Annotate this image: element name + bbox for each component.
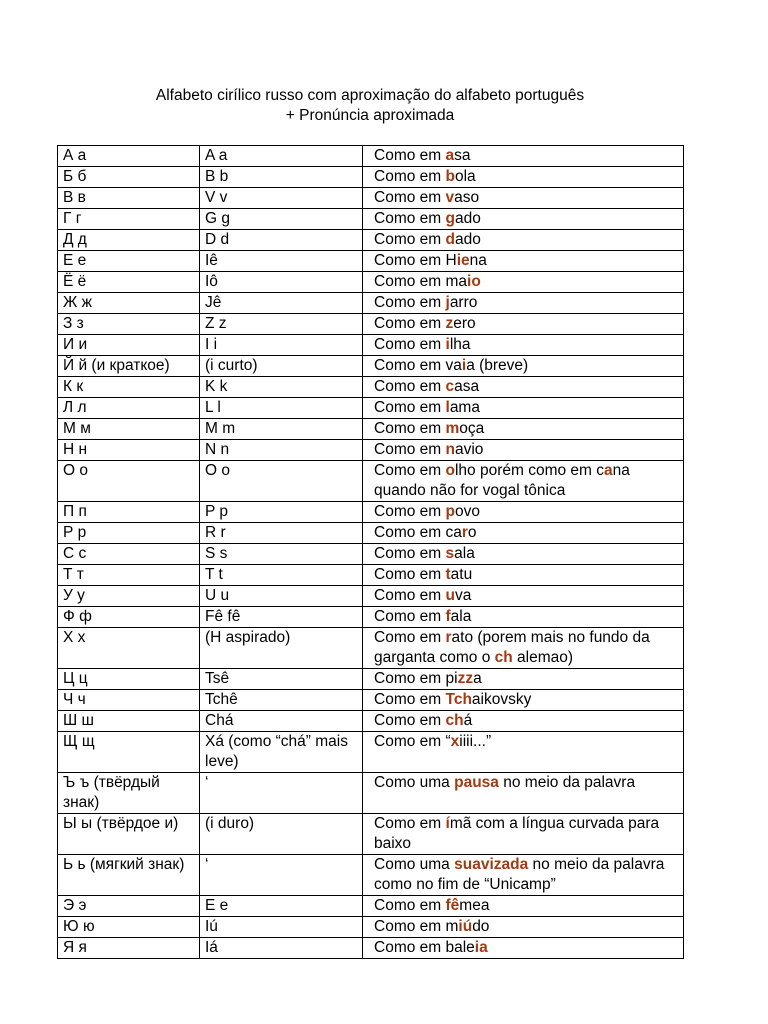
latin-transliteration-cell: Iê — [200, 251, 363, 272]
cyrillic-letter-cell: Ш ш — [58, 711, 200, 732]
pronunciation-text: va — [454, 587, 472, 604]
latin-transliteration-cell: M m — [200, 419, 363, 440]
table-row — [58, 711, 684, 732]
pronunciation-text: Como em — [374, 189, 446, 206]
pronunciation-cell — [363, 814, 684, 855]
highlighted-sound: s — [445, 545, 455, 562]
cyrillic-letter-cell: Т т — [58, 565, 200, 586]
pronunciation-text: Como uma — [374, 856, 455, 873]
highlighted-sound: i — [445, 336, 450, 353]
pronunciation-cell — [363, 628, 684, 669]
pronunciation-text: Como uma — [374, 774, 455, 791]
latin-transliteration-cell: I i — [200, 335, 363, 356]
highlighted-sound: o — [445, 462, 455, 479]
pronunciation-text: Como em — [374, 441, 446, 458]
latin-transliteration-cell: Iô — [200, 272, 363, 293]
highlighted-sound: z — [445, 315, 454, 332]
pronunciation-cell — [363, 502, 684, 523]
cyrillic-letter-cell: И и — [58, 335, 200, 356]
latin-transliteration-cell: D d — [200, 230, 363, 251]
pronunciation-text: Como em — [374, 315, 446, 332]
pronunciation-text: Como em ma — [374, 273, 468, 290]
highlighted-sound: a — [604, 462, 613, 479]
table-row — [58, 855, 684, 896]
pronunciation-cell — [363, 773, 684, 814]
pronunciation-cell — [363, 669, 684, 690]
latin-transliteration-cell: Chá — [200, 711, 363, 732]
pronunciation-text: Como em ca — [374, 524, 462, 541]
pronunciation-text: ero — [453, 315, 476, 332]
cyrillic-letter-cell: Б б — [58, 167, 200, 188]
pronunciation-text: mã com a língua curvada para baixo — [374, 815, 660, 852]
pronunciation-text: Como em — [374, 566, 446, 583]
latin-transliteration-cell: T t — [200, 565, 363, 586]
latin-transliteration-cell: P p — [200, 502, 363, 523]
pronunciation-cell — [363, 167, 684, 188]
table-row — [58, 419, 684, 440]
latin-transliteration-cell: (i duro) — [200, 814, 363, 855]
latin-transliteration-cell: E e — [200, 896, 363, 917]
pronunciation-text: Como em pi — [374, 670, 458, 687]
highlighted-sound: l — [445, 399, 450, 416]
cyrillic-letter-cell: Р р — [58, 523, 200, 544]
pronunciation-text: Como em m — [374, 918, 459, 935]
pronunciation-text: Como em — [374, 815, 446, 832]
table-row — [58, 917, 684, 938]
latin-transliteration-cell: G g — [200, 209, 363, 230]
pronunciation-cell — [363, 335, 684, 356]
highlighted-sound: p — [445, 503, 455, 520]
highlighted-sound: b — [445, 168, 455, 185]
alphabet-table — [57, 145, 684, 959]
latin-transliteration-cell: ‘ — [200, 855, 363, 896]
highlighted-sound: x — [450, 733, 460, 750]
pronunciation-text: Como em — [374, 294, 446, 311]
cyrillic-letter-cell: Я я — [58, 938, 200, 959]
latin-transliteration-cell: U u — [200, 586, 363, 607]
latin-transliteration-cell: (i curto) — [200, 356, 363, 377]
highlighted-sound: v — [445, 189, 455, 206]
pronunciation-cell — [363, 272, 684, 293]
highlighted-sound: suavizada — [454, 856, 529, 873]
pronunciation-text: Como em — [374, 231, 446, 248]
cyrillic-letter-cell: Ё ё — [58, 272, 200, 293]
cyrillic-letter-cell: З з — [58, 314, 200, 335]
pronunciation-cell — [363, 440, 684, 461]
highlighted-sound: pausa — [454, 774, 499, 791]
pronunciation-cell — [363, 938, 684, 959]
pronunciation-text: no meio da palavra como no fim de “Unicamp” — [374, 856, 665, 893]
pronunciation-cell — [363, 917, 684, 938]
table-row — [58, 314, 684, 335]
pronunciation-text: iiii...” — [459, 733, 492, 750]
highlighted-sound: j — [445, 294, 450, 311]
latin-transliteration-cell: ‘ — [200, 773, 363, 814]
table-row — [58, 272, 684, 293]
cyrillic-letter-cell: Х х — [58, 628, 200, 669]
table-row — [58, 814, 684, 855]
pronunciation-text: na — [469, 252, 487, 269]
latin-transliteration-cell: L l — [200, 398, 363, 419]
pronunciation-text: Como em — [374, 462, 446, 479]
pronunciation-text: lha — [449, 336, 471, 353]
highlighted-sound: ie — [456, 252, 470, 269]
highlighted-sound: i — [461, 357, 467, 374]
pronunciation-cell — [363, 523, 684, 544]
cyrillic-letter-cell: Ч ч — [58, 690, 200, 711]
pronunciation-text: lho porém como em c — [454, 462, 604, 479]
highlighted-sound: zz — [457, 670, 474, 687]
pronunciation-text: Como em — [374, 691, 446, 708]
pronunciation-text: Como em bale — [374, 939, 475, 956]
latin-transliteration-cell: (H aspirado) — [200, 628, 363, 669]
highlighted-sound: Tch — [445, 691, 472, 708]
highlighted-sound: g — [445, 210, 455, 227]
pronunciation-text: Como em — [374, 168, 446, 185]
table-row — [58, 690, 684, 711]
pronunciation-cell — [363, 544, 684, 565]
highlighted-sound: ch — [445, 712, 464, 729]
pronunciation-cell — [363, 461, 684, 502]
pronunciation-cell — [363, 251, 684, 272]
table-row — [58, 607, 684, 628]
cyrillic-letter-cell: Щ щ — [58, 732, 200, 773]
latin-transliteration-cell: R r — [200, 523, 363, 544]
pronunciation-text: á — [463, 712, 473, 729]
table-row — [58, 188, 684, 209]
pronunciation-text: ala — [450, 608, 472, 625]
pronunciation-text: ado — [454, 231, 481, 248]
pronunciation-cell — [363, 855, 684, 896]
cyrillic-letter-cell: С с — [58, 544, 200, 565]
cyrillic-letter-cell: В в — [58, 188, 200, 209]
highlighted-sound: c — [445, 378, 455, 395]
cyrillic-letter-cell: Н н — [58, 440, 200, 461]
pronunciation-text: Como em — [374, 378, 446, 395]
pronunciation-cell — [363, 230, 684, 251]
pronunciation-text: Como em — [374, 210, 446, 227]
pronunciation-text: arro — [449, 294, 478, 311]
pronunciation-text: ato (porem mais no fundo da garganta como o — [374, 629, 650, 666]
cyrillic-letter-cell: П п — [58, 502, 200, 523]
highlighted-sound: t — [445, 566, 451, 583]
highlighted-sound: í — [445, 815, 450, 832]
pronunciation-text: oça — [459, 420, 485, 437]
cyrillic-letter-cell: У у — [58, 586, 200, 607]
table-row — [58, 544, 684, 565]
pronunciation-text: asa — [454, 378, 480, 395]
cyrillic-letter-cell: Г г — [58, 209, 200, 230]
latin-transliteration-cell: N n — [200, 440, 363, 461]
pronunciation-cell — [363, 690, 684, 711]
cyrillic-letter-cell: Е е — [58, 251, 200, 272]
pronunciation-cell — [363, 732, 684, 773]
pronunciation-cell — [363, 398, 684, 419]
table-row — [58, 773, 684, 814]
latin-transliteration-cell: Iú — [200, 917, 363, 938]
latin-transliteration-cell: Z z — [200, 314, 363, 335]
highlighted-sound: r — [461, 524, 468, 541]
pronunciation-text: Como em — [374, 629, 446, 646]
cyrillic-letter-cell: Л л — [58, 398, 200, 419]
pronunciation-cell — [363, 314, 684, 335]
latin-transliteration-cell: O o — [200, 461, 363, 502]
pronunciation-text: Como em — [374, 608, 446, 625]
pronunciation-cell — [363, 377, 684, 398]
pronunciation-cell — [363, 209, 684, 230]
highlighted-sound: ch — [494, 649, 513, 666]
pronunciation-text: na quando não for vogal tônica — [374, 462, 630, 499]
pronunciation-cell — [363, 607, 684, 628]
cyrillic-letter-cell: А а — [58, 146, 200, 167]
pronunciation-text: Como em — [374, 545, 446, 562]
cyrillic-letter-cell: Д д — [58, 230, 200, 251]
table-row — [58, 167, 684, 188]
table-row — [58, 938, 684, 959]
latin-transliteration-cell: Iá — [200, 938, 363, 959]
table-row — [58, 461, 684, 502]
latin-transliteration-cell: Jê — [200, 293, 363, 314]
highlighted-sound: a — [445, 147, 455, 164]
pronunciation-text: ala — [454, 545, 475, 562]
latin-transliteration-cell: Tchê — [200, 690, 363, 711]
pronunciation-text: sa — [454, 147, 471, 164]
pronunciation-cell — [363, 586, 684, 607]
pronunciation-text: ola — [454, 168, 476, 185]
highlighted-sound: f — [445, 608, 451, 625]
cyrillic-letter-cell: Ц ц — [58, 669, 200, 690]
highlighted-sound: iú — [458, 918, 473, 935]
cyrillic-letter-cell: О о — [58, 461, 200, 502]
pronunciation-cell — [363, 356, 684, 377]
highlighted-sound: m — [445, 420, 460, 437]
cyrillic-letter-cell: Ф ф — [58, 607, 200, 628]
table-row — [58, 230, 684, 251]
pronunciation-text: Como em — [374, 503, 446, 520]
pronunciation-text: Como em — [374, 336, 446, 353]
latin-transliteration-cell: V v — [200, 188, 363, 209]
table-row — [58, 293, 684, 314]
table-row — [58, 251, 684, 272]
table-row — [58, 732, 684, 773]
pronunciation-text: Como em “ — [374, 733, 451, 750]
latin-transliteration-cell: A a — [200, 146, 363, 167]
pronunciation-cell — [363, 293, 684, 314]
table-row — [58, 628, 684, 669]
pronunciation-text: aso — [454, 189, 480, 206]
pronunciation-text: atu — [450, 566, 473, 583]
pronunciation-cell — [363, 896, 684, 917]
pronunciation-text: Como em — [374, 587, 446, 604]
pronunciation-text: Como em — [374, 897, 446, 914]
pronunciation-cell — [363, 419, 684, 440]
table-row — [58, 356, 684, 377]
pronunciation-text: do — [472, 918, 490, 935]
title-line-2: + Pronúncia aproximada — [285, 107, 455, 124]
latin-transliteration-cell: Tsê — [200, 669, 363, 690]
pronunciation-text: Como em — [374, 147, 446, 164]
pronunciation-text: Como em H — [374, 252, 457, 269]
table-row — [58, 523, 684, 544]
cyrillic-letter-cell: Ю ю — [58, 917, 200, 938]
pronunciation-text: no meio da palavra — [498, 774, 636, 791]
title-line-1: Alfabeto cirílico russo com aproximação do alfabeto português — [155, 87, 585, 104]
pronunciation-text: o — [467, 524, 477, 541]
table-row — [58, 377, 684, 398]
latin-transliteration-cell: K k — [200, 377, 363, 398]
highlighted-sound: io — [467, 273, 481, 290]
pronunciation-cell — [363, 146, 684, 167]
highlighted-sound: u — [445, 587, 455, 604]
cyrillic-letter-cell: Й й (и краткое) — [58, 356, 200, 377]
table-row — [58, 335, 684, 356]
pronunciation-text: ama — [449, 399, 480, 416]
cyrillic-letter-cell: К к — [58, 377, 200, 398]
highlighted-sound: d — [445, 231, 455, 248]
pronunciation-text: Como em — [374, 420, 446, 437]
pronunciation-text: alemao) — [512, 649, 574, 666]
table-row — [58, 502, 684, 523]
latin-transliteration-cell: S s — [200, 544, 363, 565]
alphabet-table-body — [58, 146, 684, 959]
latin-transliteration-cell: Xá (como “chá” mais leve) — [200, 732, 363, 773]
pronunciation-text: ovo — [454, 503, 480, 520]
pronunciation-text: mea — [459, 897, 490, 914]
pronunciation-text: Como em — [374, 712, 446, 729]
highlighted-sound: n — [445, 441, 455, 458]
pronunciation-text: a — [473, 670, 482, 687]
cyrillic-letter-cell: Ь ь (мягкий знак) — [58, 855, 200, 896]
pronunciation-text: ado — [454, 210, 481, 227]
pronunciation-cell — [363, 711, 684, 732]
pronunciation-text: avio — [454, 441, 484, 458]
cyrillic-letter-cell: Э э — [58, 896, 200, 917]
document-title — [0, 86, 740, 126]
cyrillic-letter-cell: Ж ж — [58, 293, 200, 314]
latin-transliteration-cell: B b — [200, 167, 363, 188]
highlighted-sound: r — [445, 629, 452, 646]
table-row — [58, 440, 684, 461]
pronunciation-cell — [363, 565, 684, 586]
pronunciation-text: a (breve) — [466, 357, 529, 374]
table-row — [58, 146, 684, 167]
pronunciation-text: Como em va — [374, 357, 462, 374]
highlighted-sound: f — [445, 897, 451, 914]
pronunciation-text: aikovsky — [471, 691, 532, 708]
table-row — [58, 398, 684, 419]
cyrillic-letter-cell: Ы ы (твёрдое и) — [58, 814, 200, 855]
table-row — [58, 896, 684, 917]
cyrillic-letter-cell: М м — [58, 419, 200, 440]
table-row — [58, 209, 684, 230]
table-row — [58, 669, 684, 690]
table-row — [58, 565, 684, 586]
highlighted-sound: ia — [474, 939, 488, 956]
table-row — [58, 586, 684, 607]
latin-transliteration-cell: Fê fê — [200, 607, 363, 628]
highlighted-sound: ê — [450, 897, 460, 914]
pronunciation-cell — [363, 188, 684, 209]
cyrillic-letter-cell: Ъ ъ (твёрдый знак) — [58, 773, 200, 814]
pronunciation-text: Como em — [374, 399, 446, 416]
